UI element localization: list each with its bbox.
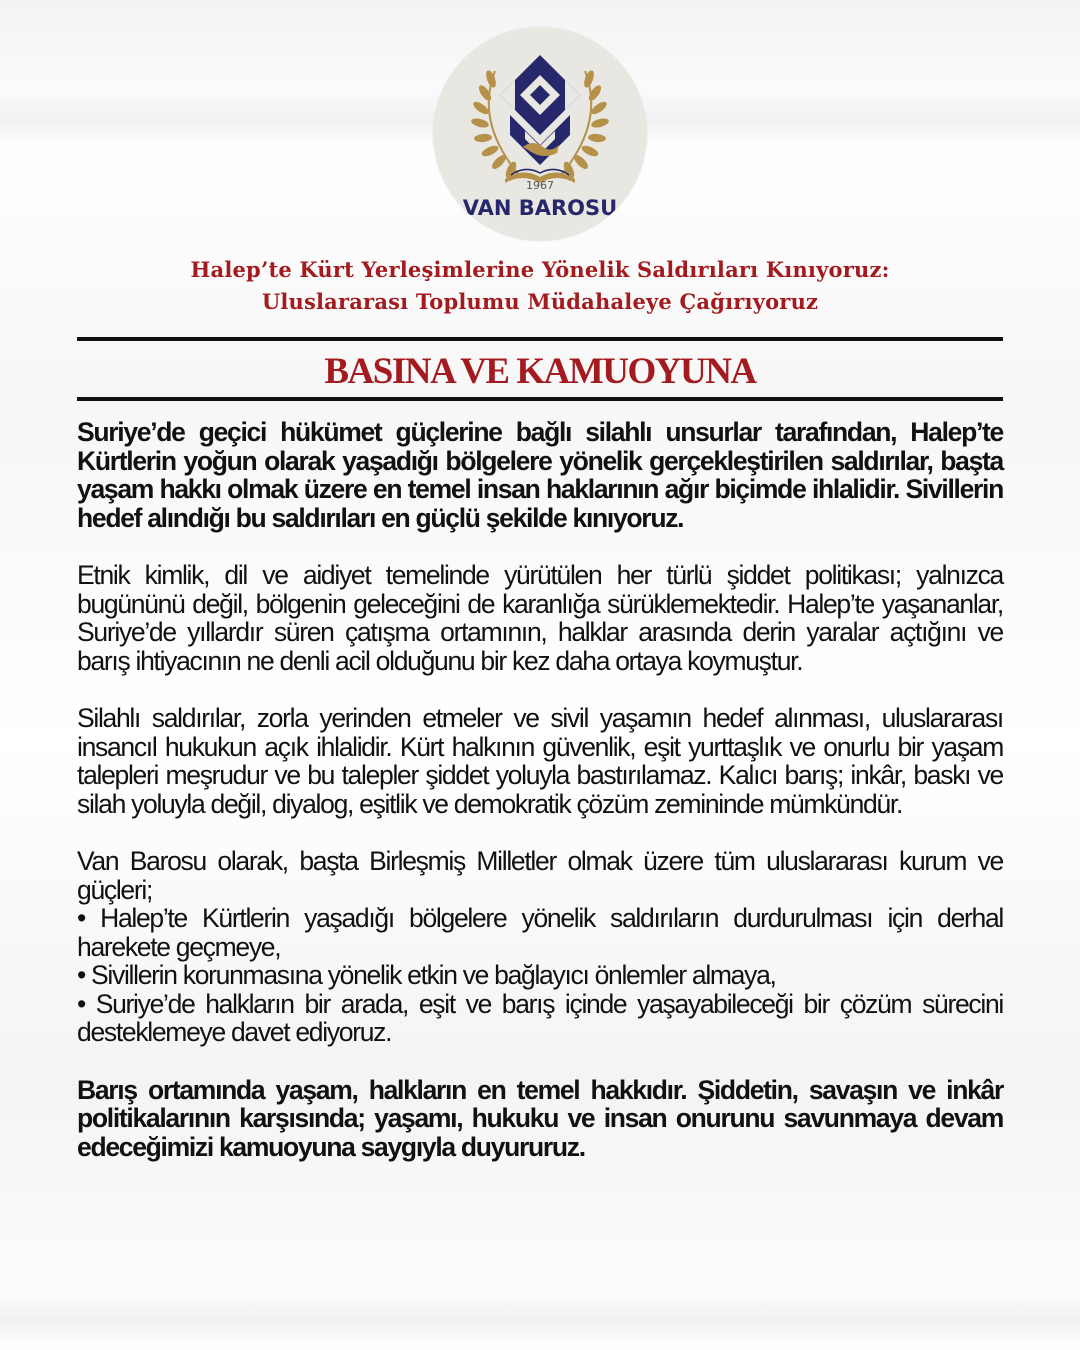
- geometric-motif-icon: [500, 55, 580, 165]
- divider-top: [77, 337, 1003, 341]
- divider-bottom: [77, 397, 1003, 401]
- logo-year: 1967: [526, 179, 554, 192]
- van-barosu-logo: [433, 27, 647, 241]
- paragraph-3: Silahlı saldırılar, zorla yerinden etmeler ve sivil yaşamın hedef alınması, uluslararası insancıl hukukun açık ihlalidir. Kürt halkının güvenlik, eşit yurttaşlık ve onurlu bir yaşam talepleri meşrudur ve bu talepler şiddet yoluyla bastırılamaz. Kalıcı barış; inkâr, baskı ve silah yoluyla değil, diyalog, eşitlik ve demokratik çözüm zemininde mümkündür.: [77, 702, 1003, 819]
- page-heading: [80, 254, 1000, 318]
- banner-title: BASINA VE KAMUOYUNA: [324, 351, 756, 392]
- paragraph-4-intro: Van Barosu olarak, başta Birleşmiş Milletler olmak üzere tüm uluslararası kurum ve güçleri;: [77, 845, 1003, 905]
- logo-name: VAN BAROSU: [462, 196, 618, 220]
- statement-body: [77, 418, 1003, 1190]
- heading-line-1: Halep’te Kürt Yerleşimlerine Yönelik Saldırıları Kınıyoruz:: [190, 257, 890, 282]
- heading-line-2: Uluslararası Toplumu Müdahaleye Çağırıyoruz: [261, 289, 819, 314]
- paragraph-2: Etnik kimlik, dil ve aidiyet temelinde yürütülen her türlü şiddet politikası; yalnızca bugününü değil, bölgenin geleceğini de karanlığa sürüklemektedir. Halep’te yaşananlar, Suriye’de yıllardır süren çatışma ortamının, halklar arasında derin yaralar açtığını ve barış ihtiyacının ne denli acil olduğunu bir kez daha ortaya koymuştur.: [77, 559, 1003, 676]
- paragraph-1: Suriye’de geçici hükümet güçlerine bağlı silahlı unsurlar tarafından, Halep’te Kürtlerin yoğun olarak yaşadığı bölgelere yönelik gerçekleştirilen saldırılar, başta yaşam hakkı olmak üzere en temel insan haklarının ağır biçimde ihlalidir. Sivillerin hedef alındığı bu saldırıları en güçlü şekilde kınıyoruz.: [77, 417, 1003, 533]
- list-item: • Sivillerin korunmasına yönelik etkin ve bağlayıcı önlemler almaya,: [77, 960, 776, 991]
- background-wave: [0, 1290, 1080, 1350]
- list-item: • Suriye’de halkların bir arada, eşit ve barış içinde yaşayabileceği bir çözüm sürecini desteklemeye davet ediyoruz.: [77, 988, 1003, 1048]
- list-item: • Halep’te Kürtlerin yaşadığı bölgelere yönelik saldırıların durdurulması için derhal harekete geçmeye,: [77, 903, 1003, 962]
- logo-emblem-icon: [433, 27, 647, 241]
- paragraph-5: Barış ortamında yaşam, halkların en temel hakkıdır. Şiddetin, savaşın ve inkâr politikalarının karşısında; yaşamı, hukuku ve insan onurunu savunmaya devam edeceğimizi kamuoyuna saygıyla duyururuz.: [77, 1074, 1003, 1162]
- paragraph-4: [77, 847, 1003, 1047]
